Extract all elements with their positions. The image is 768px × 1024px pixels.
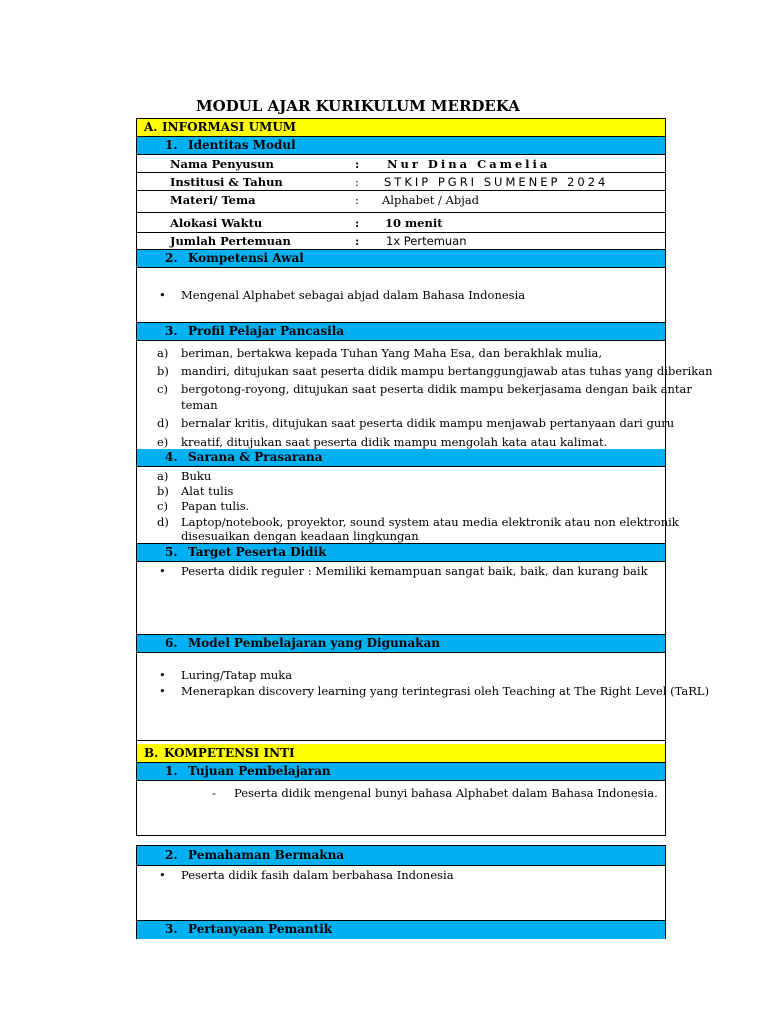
pemahaman-num: 2.	[165, 848, 178, 862]
list-marker: d)	[157, 515, 169, 529]
field-value: Alphabet / Abjad	[382, 193, 480, 207]
model-header	[137, 635, 665, 653]
section-a-header	[137, 119, 665, 137]
bullet: •	[159, 684, 166, 698]
kompetensi-awal-body	[137, 268, 665, 323]
list-marker: c)	[157, 499, 168, 513]
target-body	[137, 562, 665, 635]
pertanyaan-title: Pertanyaan Pemantik	[188, 922, 333, 936]
section-a-title: INFORMASI UMUM	[162, 120, 297, 134]
list-item: Luring/Tatap muka	[181, 668, 293, 682]
bullet: •	[159, 564, 166, 578]
identitas-header	[137, 137, 665, 155]
list-item: Alat tulis	[181, 484, 234, 498]
list-marker: c)	[157, 382, 168, 396]
field-value: 10 menit	[385, 216, 443, 230]
field-label: Jumlah Pertemuan	[170, 234, 291, 248]
pemahaman-title: Pemahaman Bermakna	[188, 848, 345, 862]
list-item: bernalar kritis, ditujukan saat peserta didik mampu menjawab pertanyaan dari guru	[181, 416, 675, 430]
list-marker: e)	[157, 435, 169, 449]
list-item: kreatif, ditujukan saat peserta didik mampu mengolah kata atau kalimat.	[181, 435, 608, 449]
field-sep: :	[355, 193, 359, 207]
list-item: Laptop/notebook, proyektor, sound system atau media elektronik atau non elektronik	[181, 515, 679, 529]
list-item: bergotong-royong, ditujukan saat peserta didik mampu bekerjasama dengan baik antar	[181, 382, 692, 396]
field-row-institusi	[137, 173, 665, 191]
kompetensi-awal-header	[137, 250, 665, 268]
section-b-header	[137, 744, 665, 763]
field-sep: :	[355, 157, 360, 171]
identitas-num: 1.	[165, 138, 178, 152]
module-table	[136, 118, 713, 836]
field-sep: :	[355, 234, 360, 248]
profil-header	[137, 323, 665, 341]
list-item: Peserta didik mengenal bunyi bahasa Alphabet dalam Bahasa Indonesia.	[234, 786, 658, 800]
bullet: •	[159, 668, 166, 682]
pemahaman-body	[137, 866, 665, 921]
list-item: Mengenal Alphabet sebagai abjad dalam Bahasa Indonesia	[181, 288, 526, 302]
field-label: Nama Penyusun	[170, 157, 274, 171]
target-header	[137, 544, 665, 562]
field-value: 1x Pertemuan	[386, 234, 467, 248]
tujuan-num: 1.	[165, 764, 178, 778]
tujuan-title: Tujuan Pembelajaran	[188, 764, 331, 778]
field-value: Nur Dina Camelia	[387, 157, 551, 171]
sarana-title: Sarana & Prasarana	[188, 450, 323, 464]
tujuan-header	[137, 763, 665, 781]
bullet: •	[159, 288, 166, 302]
profil-num: 3.	[165, 324, 178, 338]
list-item: Papan tulis.	[181, 499, 250, 513]
list-marker: b)	[157, 364, 169, 378]
list-item: Buku	[181, 469, 212, 483]
field-row-materi	[137, 191, 665, 213]
section-a-label: A.	[144, 120, 158, 134]
field-sep: :	[355, 175, 359, 189]
field-value: STKIP PGRI SUMENEP 2024	[384, 175, 609, 189]
field-row-alokasi	[137, 213, 665, 233]
page-title: MODUL AJAR KURIKULUM MERDEKA	[196, 97, 520, 115]
kompetensi-awal-num: 2.	[165, 251, 178, 265]
module-table-continued	[136, 845, 666, 939]
identitas-title: Identitas Modul	[188, 138, 296, 152]
sarana-num: 4.	[165, 450, 178, 464]
section-b-label: B.	[144, 746, 159, 760]
field-sep: :	[355, 216, 360, 230]
list-item: mandiri, ditujukan saat peserta didik mampu bertanggungjawab atas tuhas yang diberikan	[181, 364, 713, 378]
tujuan-body	[137, 781, 665, 835]
profil-title: Profil Pelajar Pancasila	[188, 324, 345, 338]
pemahaman-header	[137, 846, 665, 866]
list-item-continuation: disesuaikan dengan keadaan lingkungan	[181, 529, 419, 543]
list-marker: a)	[157, 469, 169, 483]
list-item: Peserta didik fasih dalam berbahasa Indonesia	[181, 868, 454, 882]
target-num: 5.	[165, 545, 178, 559]
list-item: Peserta didik reguler : Memiliki kemampuan sangat baik, baik, dan kurang baik	[181, 564, 648, 578]
list-item: beriman, bertakwa kepada Tuhan Yang Maha Esa, dan berakhlak mulia,	[181, 346, 603, 360]
list-marker: b)	[157, 484, 169, 498]
field-label: Institusi & Tahun	[170, 175, 283, 189]
sarana-header	[137, 449, 665, 467]
list-marker: a)	[157, 346, 169, 360]
sarana-body	[137, 467, 679, 544]
pertanyaan-header	[137, 921, 665, 939]
list-item-continuation: teman	[181, 398, 218, 412]
list-marker: d)	[157, 416, 169, 430]
model-body	[137, 653, 710, 741]
profil-body	[137, 341, 713, 451]
field-row-jumlah	[137, 233, 665, 250]
model-title: Model Pembelajaran yang Digunakan	[188, 636, 440, 650]
field-row-nama	[137, 155, 665, 173]
field-label: Alokasi Waktu	[170, 216, 263, 230]
list-item: Menerapkan discovery learning yang terintegrasi oleh Teaching at The Right Level (TaRL)	[181, 684, 710, 698]
field-label: Materi/ Tema	[170, 193, 256, 207]
dash-marker: -	[212, 786, 216, 800]
bullet: •	[159, 868, 166, 882]
section-b-title: KOMPETENSI INTI	[164, 746, 295, 760]
pertanyaan-num: 3.	[165, 922, 178, 936]
model-num: 6.	[165, 636, 178, 650]
target-title: Target Peserta Didik	[188, 545, 327, 559]
kompetensi-awal-title: Kompetensi Awal	[188, 251, 304, 265]
